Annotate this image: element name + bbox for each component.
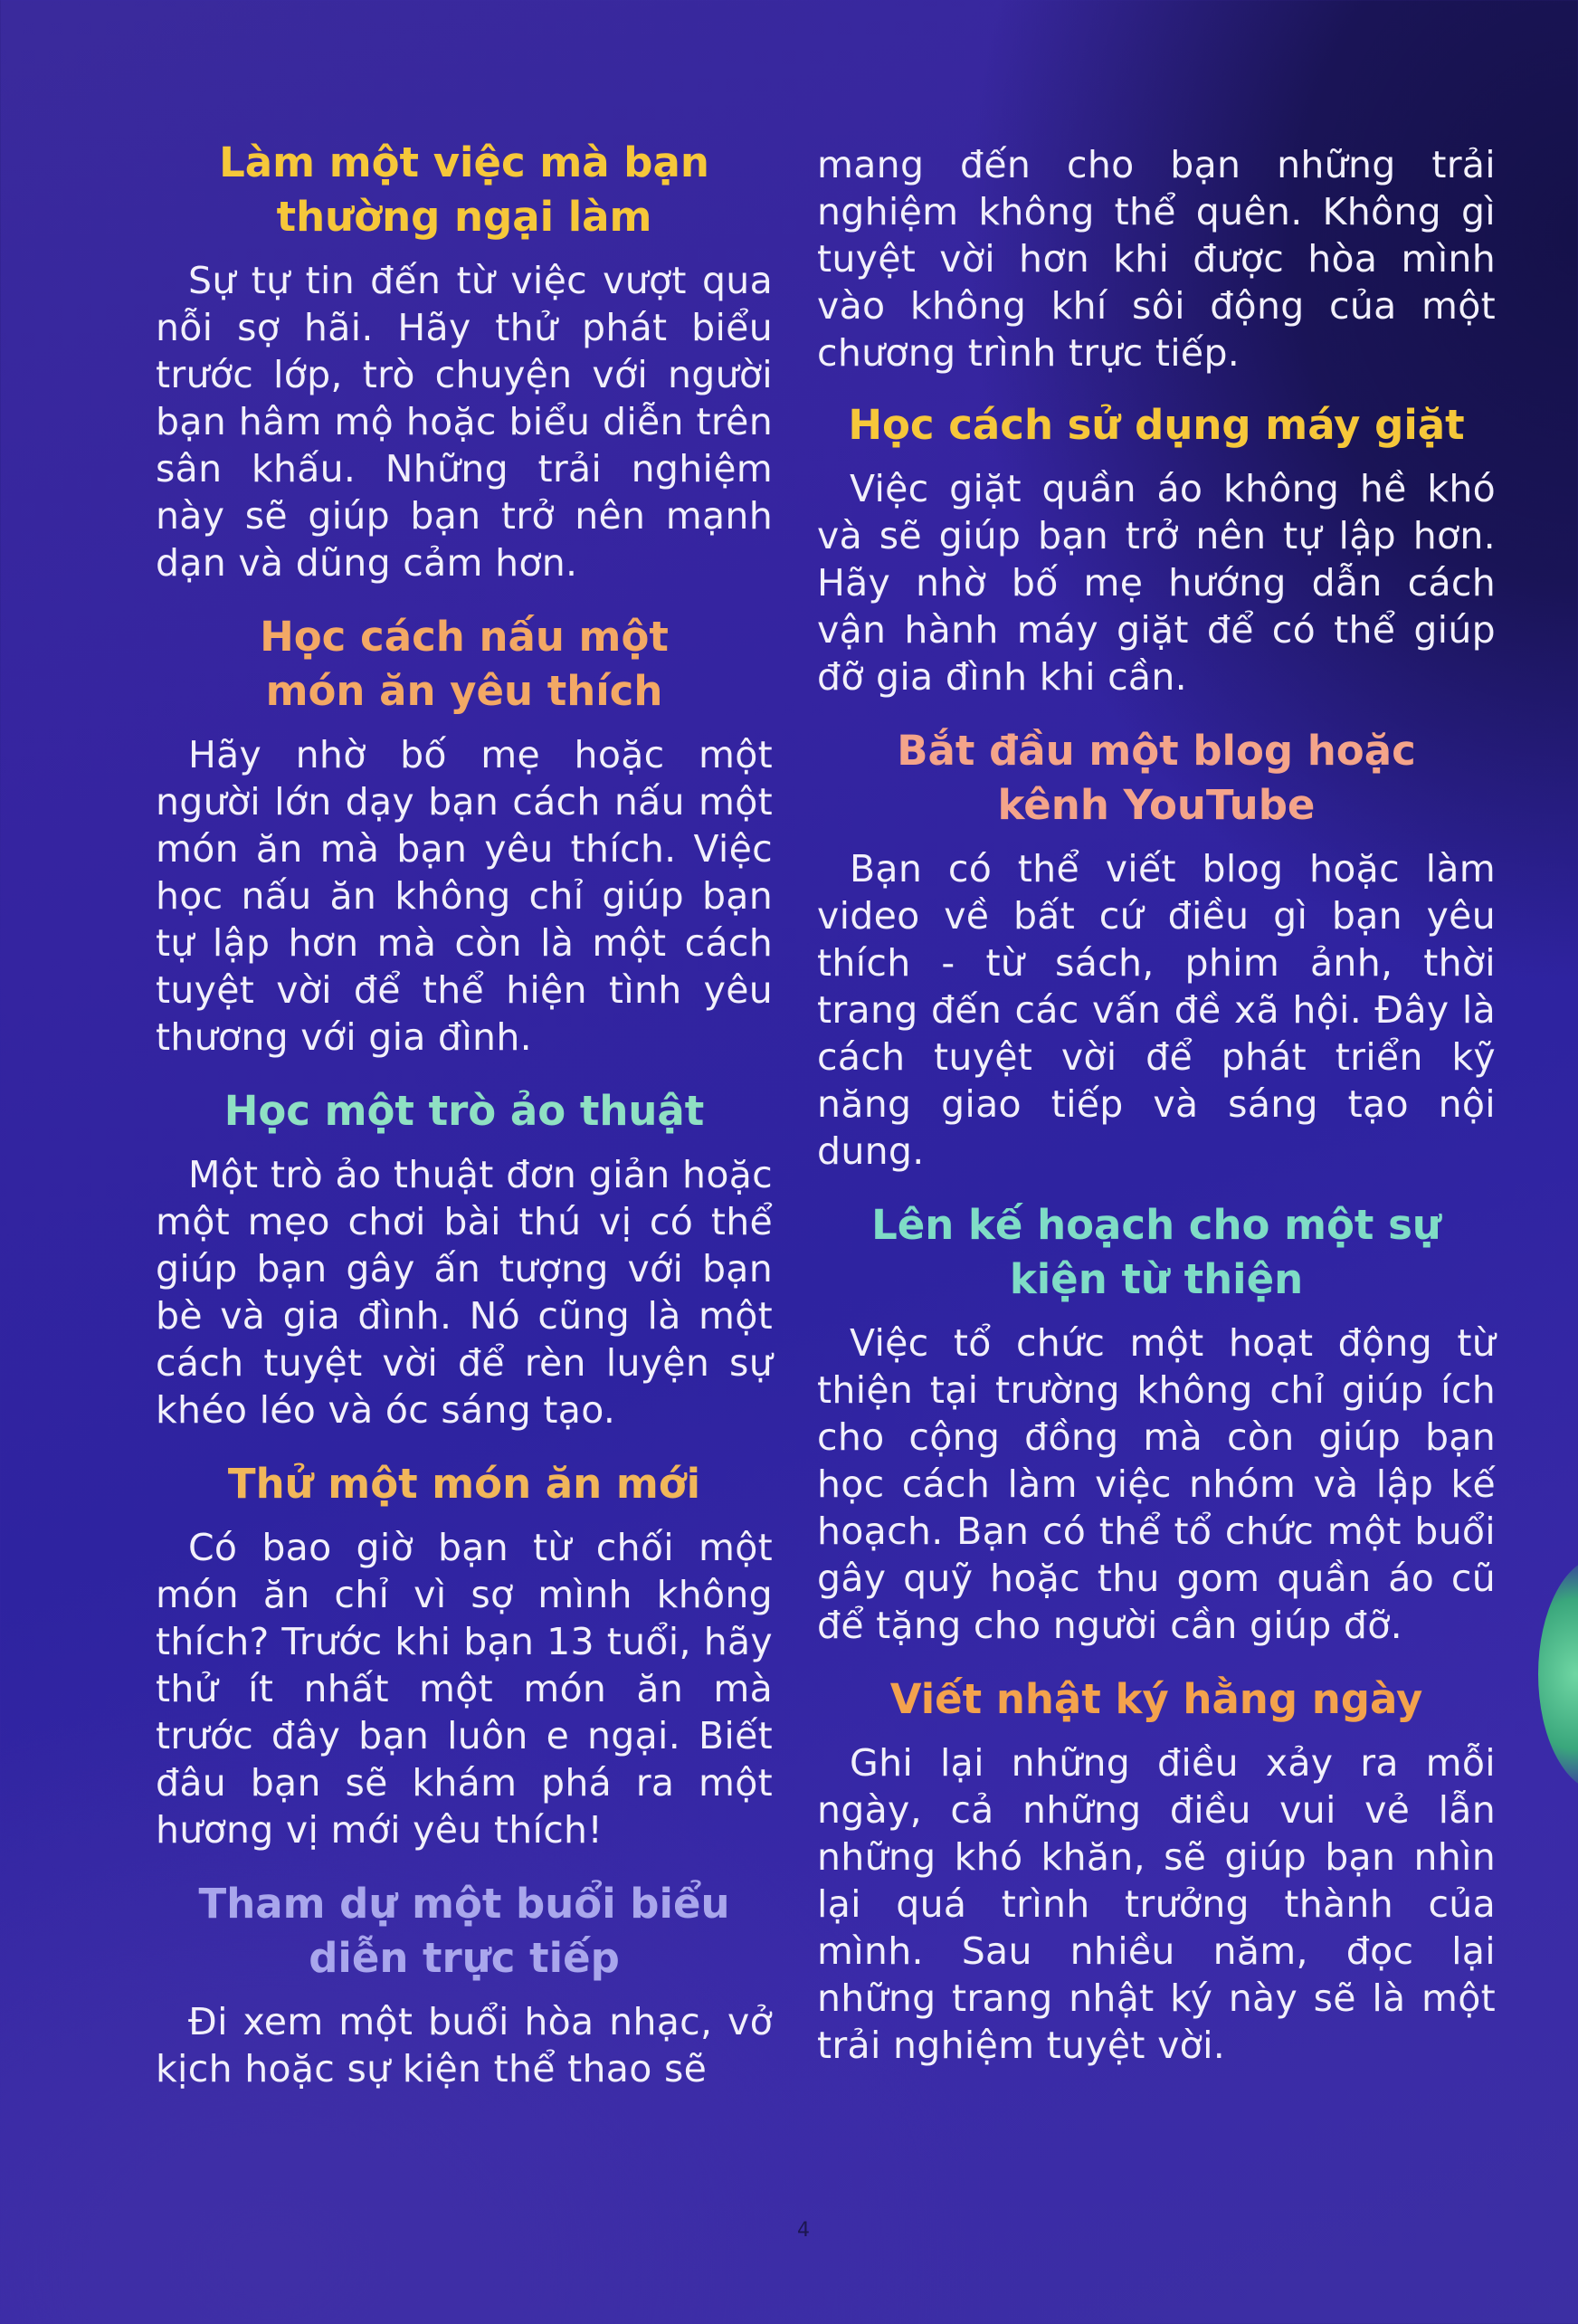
- section-body: Một trò ảo thuật đơn giản hoặc một mẹo chơi bài thú vị có thể giúp bạn gây ấn tượng với bạn bè và gia đình. Nó cũng là một cách tuyệt vời để rèn luyện sự khéo léo và óc sáng tạo.: [156, 1153, 773, 1432]
- section-face-fear: [156, 136, 773, 586]
- section-heading: Học cách nấu một món ăn yêu thích: [260, 613, 669, 715]
- section-body: Ghi lại những điều xảy ra mỗi ngày, cả những điều vui vẻ lẫn những khó khăn, sẽ giúp bạn nhìn lại quá trình trưởng thành của mình. Sau nhiều năm, đọc lại những trang nhật ký này sẽ là một trải nghiệm tuyệt vời.: [817, 1741, 1496, 2067]
- page-number: 4: [797, 2219, 810, 2242]
- section-body: Việc giặt quần áo không hề khó và sẽ giúp bạn trở nên tự lập hơn. Hãy nhờ bố mẹ hướng dẫn cách vận hành máy giặt để có thể giúp đỡ gia đình khi cần.: [817, 467, 1496, 699]
- section-charity-event: [817, 1198, 1496, 1649]
- section-heading: Bắt đầu một blog hoặc kênh YouTube: [897, 727, 1416, 829]
- section-heading: Học một trò ảo thuật: [223, 1087, 705, 1135]
- section-body: Có bao giờ bạn từ chối một món ăn chỉ vì sợ mình không thích? Trước khi bạn 13 tuổi, hãy thử ít nhất một món ăn mà trước đây bạn luôn e ngại. Biết đâu bạn sẽ khám phá ra một hương vị mới yêu thích!: [156, 1526, 773, 1852]
- section-washing-machine: [817, 398, 1496, 700]
- right-column: [817, 141, 1496, 2069]
- section-body: Sự tự tin đến từ việc vượt qua nỗi sợ hãi. Hãy thử phát biểu trước lớp, trò chuyện với người bạn hâm mộ hoặc biểu diễn trên sân khấu. Những trải nghiệm này sẽ giúp bạn trở nên mạnh dạn và dũng cảm hơn.: [156, 259, 773, 585]
- decorative-green-shape: [1538, 1557, 1578, 1792]
- section-live-show: [156, 1877, 773, 2092]
- section-new-food: [156, 1457, 773, 1853]
- section-body: Đi xem một buổi hòa nhạc, vở kịch hoặc sự kiện thể thao sẽ: [156, 2000, 773, 2091]
- section-heading: Học cách sử dụng máy giặt: [848, 401, 1465, 449]
- section-blog-youtube: [817, 724, 1496, 1175]
- section-cooking: [156, 610, 773, 1061]
- section-magic-trick: [156, 1084, 773, 1433]
- section-heading: Làm một việc mà bạn thường ngại làm: [219, 138, 709, 241]
- section-heading: Thử một món ăn mới: [227, 1460, 701, 1508]
- section-body: Việc tổ chức một hoạt động từ thiện tại trường không chỉ giúp ích cho cộng đồng mà còn giúp bạn học cách làm việc nhóm và lập kế hoạch. Bạn có thể tổ chức một buổi gây quỹ hoặc thu gom quần áo cũ để tặng cho người cần giúp đỡ.: [817, 1321, 1496, 1647]
- section-heading: Viết nhật ký hằng ngày: [889, 1675, 1423, 1723]
- left-column: [156, 136, 773, 2092]
- section-body: Bạn có thể viết blog hoặc làm video về bất cứ điều gì bạn yêu thích - từ sách, phim ảnh, thời trang đến các vấn đề xã hội. Đây là cách tuyệt vời để phát triển kỹ năng giao tiếp và sáng tạo nội dung.: [817, 847, 1496, 1173]
- section-body: Hãy nhờ bố mẹ hoặc một người lớn dạy bạn cách nấu một món ăn mà bạn yêu thích. Việc học nấu ăn không chỉ giúp bạn tự lập hơn mà còn là một cách tuyệt vời để thể hiện tình yêu thương với gia đình.: [156, 733, 773, 1059]
- continued-paragraph: mang đến cho bạn những trải nghiệm không thể quên. Không gì tuyệt vời hơn khi được hòa mình vào không khí sôi động của một chương trình trực tiếp.: [817, 143, 1496, 375]
- section-heading: Tham dự một buổi biểu diễn trực tiếp: [198, 1880, 730, 1982]
- section-daily-journal: [817, 1672, 1496, 2069]
- section-heading: Lên kế hoạch cho một sự kiện từ thiện: [871, 1201, 1441, 1303]
